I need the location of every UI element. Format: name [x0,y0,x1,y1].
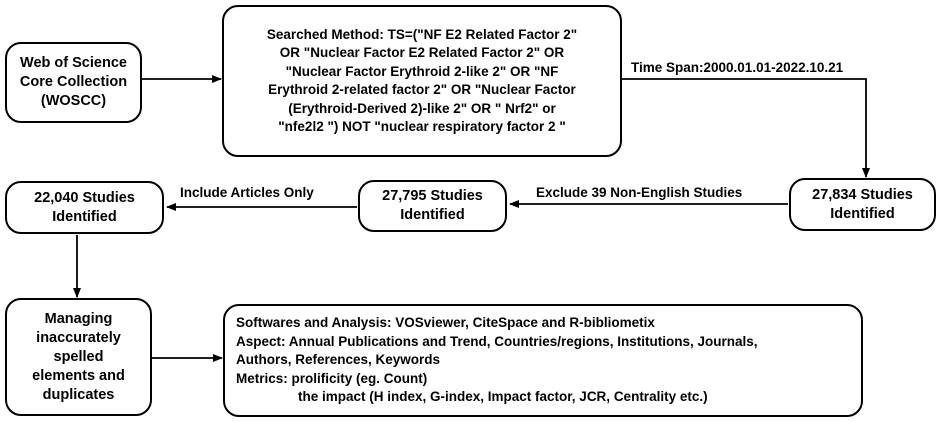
analysis-line-1: Softwares and Analysis: VOSviewer, CiteSpace and R-bibliometix [236,315,655,331]
arrow-search-to-27834 [622,79,866,177]
search-line-2: OR "Nuclear Factor E2 Related Factor 2" OR [279,45,565,60]
managing-line-4: elements and [32,367,125,384]
managing-line-5: duplicates [42,386,115,403]
studies-22040-line-1: 22,040 Studies [34,189,135,206]
studies-22040-box [5,181,164,234]
search-line-5: (Erythroid-Derived 2)-like 2" OR " Nrf2" or [288,100,556,116]
managing-line-2: inaccurately [36,329,121,346]
search-line-1: Searched Method: TS=("NF E2 Related Factor 2" [266,26,578,42]
studies-27834-line-2: Identified [830,205,895,222]
analysis-line-2: Aspect: Annual Publications and Trend, Countries/regions, Institutions, Journals, [236,333,758,349]
managing-line-3: spelled [53,348,104,365]
wos-line-2: Core Collection [19,74,128,90]
include-label: Include Articles Only [180,185,314,200]
studies-27834-box [789,178,936,231]
studies-27834-line-1: 27,834 Studies [812,186,913,203]
time-span-label: Time Span:2000.01.01-2022.10.21 [631,60,844,75]
managing-line-1: Managing [44,310,113,327]
analysis-line-3: Authors, References, Keywords [236,352,441,368]
studies-27795-line-2: Identified [400,207,465,223]
studies-27795-line-1: 27,795 Studies [382,188,483,204]
wos-line-3: (WOSCC) [40,93,107,109]
exclude-label: Exclude 39 Non-English Studies [536,185,743,200]
analysis-box [223,304,863,417]
search-line-6: "nfe2l2 ") NOT "nuclear respiratory factor 2 " [278,119,566,134]
studies-27795-box [358,180,507,232]
search-line-4: Erythroid 2-related factor 2" OR "Nuclear Factor [268,82,576,97]
search-line-3: "Nuclear Factor Erythroid 2-like 2" OR "NF [285,63,559,79]
analysis-line-4: Metrics: prolificity (eg. Count) [236,370,428,386]
analysis-line-5: the impact (H index, G-index, Impact factor, JCR, Centrality etc.) [298,389,708,405]
studies-22040-line-2: Identified [52,208,117,225]
search-method-box [222,5,622,157]
wos-line-1: Web of Science [20,55,127,71]
managing-box [5,298,152,416]
wos-source-box [5,42,142,123]
